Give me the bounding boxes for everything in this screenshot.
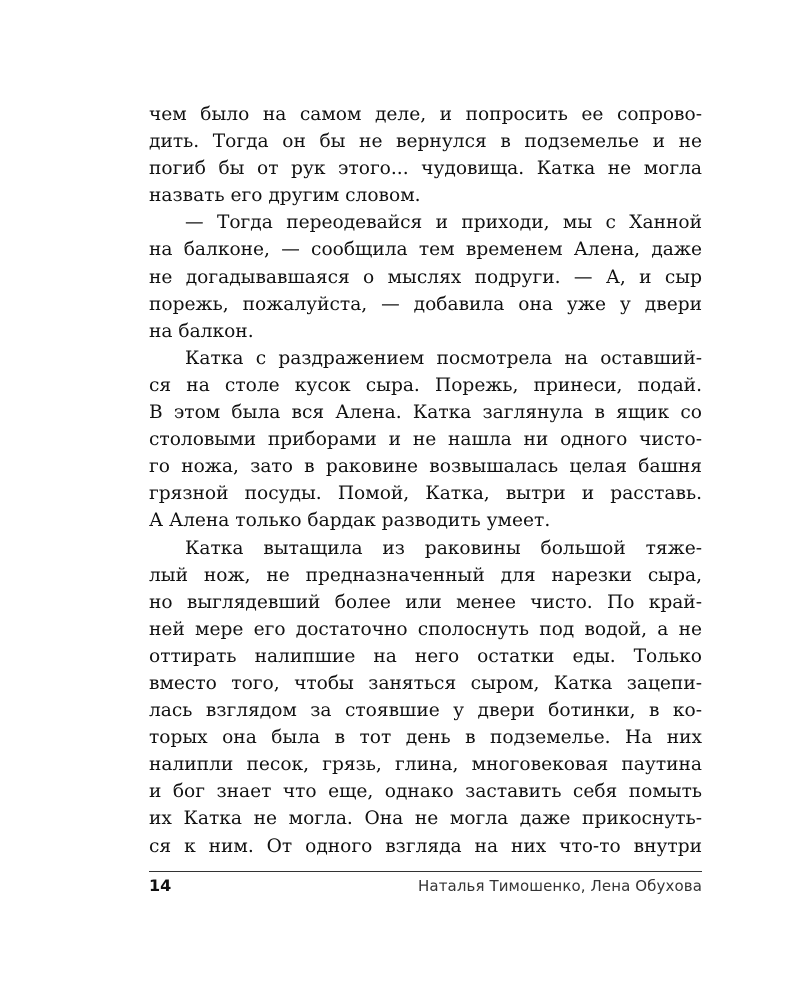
text-line: порежь, пожалуйста, — добавила она уже у двери xyxy=(149,293,702,315)
footer-divider xyxy=(149,871,702,872)
text-line: на балконе, — сообщила тем временем Алена, даже xyxy=(149,239,702,261)
text-line: В этом была вся Алена. Катка заглянула в ящик со xyxy=(149,402,702,424)
text-line: го ножа, зато в раковине возвышалась целая башня xyxy=(149,456,702,478)
text-line: торых она была в тот день в подземелье. На них xyxy=(149,727,702,749)
text-line: не догадывавшаяся о мыслях подруги. — А, и сыр xyxy=(149,266,702,288)
running-footer-authors: Наталья Тимошенко, Лена Обухова xyxy=(418,877,702,895)
text-line: ся к ним. От одного взгляда на них что-то внутри xyxy=(149,835,702,857)
text-line: лый нож, не предназначенный для нарезки сыра, xyxy=(149,564,702,586)
text-line: чем было на самом деле, и попросить ее сопрово- xyxy=(149,104,702,125)
text-line: Катка вытащила из раковины большой тяже- xyxy=(185,537,702,559)
text-line: грязной посуды. Помой, Катка, вытри и расставь. xyxy=(149,483,702,505)
text-line: погиб бы от рук этого... чудовища. Катка не могла xyxy=(149,158,702,180)
text-line: оттирать налипшие на него остатки еды. Только xyxy=(149,645,702,667)
text-line: налипли песок, грязь, глина, многовековая паутина xyxy=(149,754,702,776)
text-line: вместо того, чтобы заняться сыром, Катка зацепи- xyxy=(149,672,702,694)
text-line: столовыми приборами и не нашла ни одного чисто- xyxy=(149,429,702,451)
text-line: лась взглядом за стоявшие у двери ботинки, в ко- xyxy=(149,700,702,722)
text-line: и бог знает что еще, однако заставить себя помыть xyxy=(149,781,702,803)
text-line: — Тогда переодевайся и приходи, мы с Ханной xyxy=(185,212,702,234)
text-line: ся на столе кусок сыра. Порежь, принеси, подай. xyxy=(149,374,702,396)
text-line: А Алена только бардак разводить умеет. xyxy=(149,510,551,532)
text-line: Катка с раздражением посмотрела на оставший- xyxy=(185,347,702,369)
text-line: ней мере его достаточно сполоснуть под водой, а не xyxy=(149,618,702,640)
page-number: 14 xyxy=(149,876,172,895)
text-line: назвать его другим словом. xyxy=(149,185,421,207)
text-line: их Катка не могла. Она не могла даже прикоснуть- xyxy=(149,808,702,830)
text-line: дить. Тогда он бы не вернулся в подземелье и не xyxy=(149,131,702,153)
text-line: на балкон. xyxy=(149,320,254,342)
text-line: но выглядевший более или менее чисто. По край- xyxy=(149,591,702,613)
body-text xyxy=(149,101,702,860)
